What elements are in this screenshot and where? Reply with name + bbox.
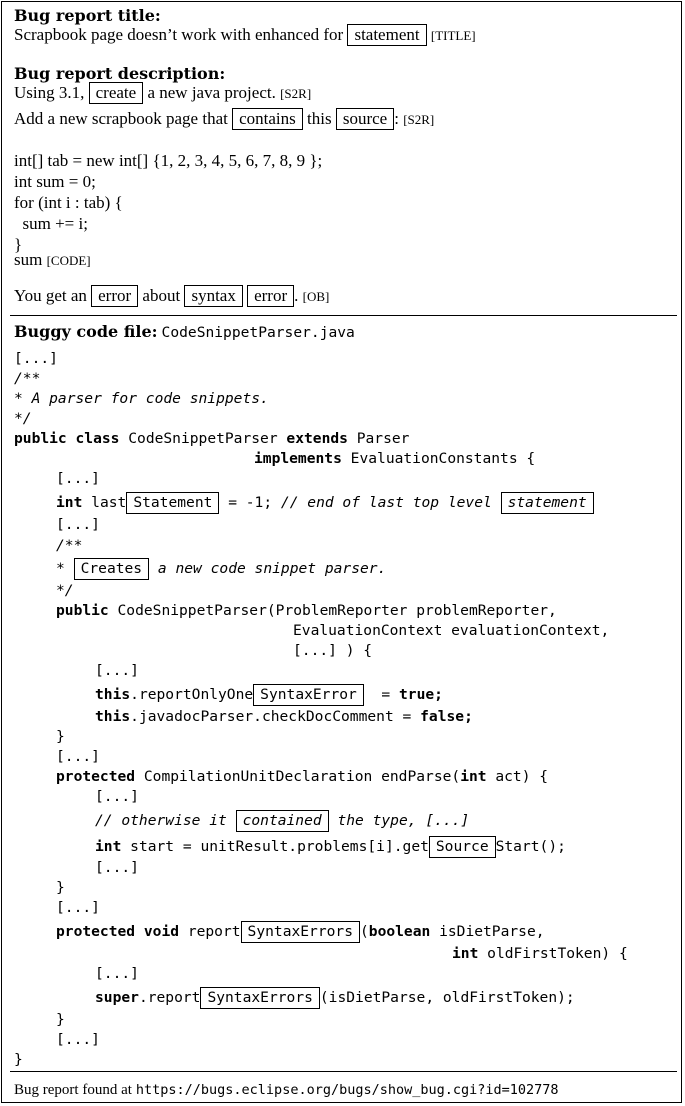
super-pre: .report xyxy=(138,989,201,1006)
title-tag: [TITLE] xyxy=(430,28,476,43)
s2r2-highlight-box-2: source xyxy=(336,108,394,130)
statement-highlight-box: Statement xyxy=(126,492,219,514)
ob-tag: [OB] xyxy=(302,289,330,304)
s2r2-tag: [S2R] xyxy=(403,112,435,127)
code-close-brace: } xyxy=(14,1051,23,1068)
code-ellipsis: [...] xyxy=(56,516,100,533)
kw-protected: protected xyxy=(56,923,136,940)
divider-bottom xyxy=(10,1071,677,1072)
interface-name: EvaluationConstants { xyxy=(350,450,536,467)
code-ellipsis: [...] xyxy=(56,470,100,487)
s2r2-text: Add a new scrapbook page that xyxy=(14,109,228,128)
report-pre: .reportOnlyOne xyxy=(130,686,254,703)
ob-highlight-box-1: error xyxy=(91,285,138,307)
s2r1-text: Using 3.1, xyxy=(14,83,85,102)
code-ellipsis: [...] xyxy=(95,662,139,679)
title-line xyxy=(14,24,476,46)
s2r1-tag: [S2R] xyxy=(280,86,312,101)
s2r-line-1 xyxy=(14,82,311,104)
code-ctor-2: EvaluationContext evaluationContext, xyxy=(293,622,610,639)
kw-super: super xyxy=(95,989,139,1006)
source-highlight-box: Source xyxy=(429,836,496,858)
code-otherwise xyxy=(95,810,469,832)
footer xyxy=(14,1081,559,1099)
code-ellipsis: [...] xyxy=(56,748,100,765)
code-super-call xyxy=(95,987,575,1009)
kw-extends: extends xyxy=(286,430,348,447)
kw-true: true xyxy=(399,686,435,703)
code-comment-open: /** xyxy=(14,370,41,387)
kw-public: public xyxy=(56,602,109,619)
report-code-line: sum += i; xyxy=(14,214,88,233)
code-comment-close: */ xyxy=(56,582,74,599)
semicolon: ; xyxy=(434,686,443,703)
code-tag: [CODE] xyxy=(46,253,91,268)
title-heading: Bug report title: xyxy=(14,6,161,25)
ob-highlight-box-2: syntax xyxy=(184,285,242,307)
code-ellipsis: [...] xyxy=(56,1031,100,1048)
buggy-file-name: CodeSnippetParser.java xyxy=(161,324,355,341)
rse-paren: ( xyxy=(359,923,369,940)
divider-top xyxy=(10,315,677,316)
ob-mid: about xyxy=(142,286,181,305)
contained-highlight-box: contained xyxy=(236,810,329,832)
code-comment-close: */ xyxy=(14,410,32,427)
title-highlight-box: statement xyxy=(347,24,426,46)
kw-int: int xyxy=(95,838,122,855)
kw-void: void xyxy=(143,923,180,940)
javadoc-stmt: .javadocParser.checkDocComment = xyxy=(130,708,412,725)
code-implements xyxy=(254,450,535,467)
code-ellipsis: [...] xyxy=(95,859,139,876)
last-comment: // end of last top level xyxy=(280,494,492,511)
end-parse-param: act) { xyxy=(495,768,549,785)
kw-this: this xyxy=(95,686,131,703)
semicolon: ; xyxy=(464,708,473,725)
rse-param: isDietParse, xyxy=(439,923,545,940)
ob-dot: . xyxy=(294,286,299,305)
kw-int: int xyxy=(452,945,479,962)
report-code-line: int sum = 0; xyxy=(14,172,96,191)
code-end-parse xyxy=(56,768,548,785)
start-pre: start = unitResult.problems[i].get xyxy=(130,838,429,855)
code-ellipsis: [...] xyxy=(14,350,58,367)
code-close-brace: } xyxy=(56,1011,65,1028)
old-token: oldFirstToken) { xyxy=(487,945,628,962)
class-name: CodeSnippetParser xyxy=(128,430,278,447)
code-ellipsis: [...] xyxy=(95,788,139,805)
kw-implements: implements xyxy=(254,450,342,467)
kw-public: public xyxy=(14,430,67,447)
s2r2-mid: this xyxy=(307,109,332,128)
report-eq: = xyxy=(381,686,391,703)
end-parse-signature: CompilationUnitDeclaration endParse( xyxy=(143,768,461,785)
ob-line xyxy=(14,285,329,307)
s2r1-post: a new java project. xyxy=(147,83,276,102)
description-heading: Bug report description: xyxy=(14,64,226,83)
code-comment-open: /** xyxy=(56,537,83,554)
code-old-token xyxy=(452,945,628,962)
syntax-error-highlight-box: SyntaxError xyxy=(253,684,364,706)
parent-class: Parser xyxy=(356,430,410,447)
otherwise-post: the type, [...] xyxy=(337,812,470,829)
code-creates-comment xyxy=(56,558,386,580)
footer-text: Bug report found at xyxy=(14,1082,132,1098)
ctor-signature: CodeSnippetParser(ProblemReporter problemReporter, xyxy=(117,602,557,619)
kw-false: false xyxy=(420,708,465,725)
comment-star: * xyxy=(56,560,65,577)
super-syntax-errors-highlight-box: SyntaxErrors xyxy=(200,987,319,1009)
creates-highlight-box: Creates xyxy=(74,558,150,580)
code-last-statement xyxy=(56,492,594,514)
title-text: Scrapbook page doesn’t work with enhanced for xyxy=(14,25,344,44)
last-post: = -1; xyxy=(228,494,273,511)
report-code-last xyxy=(14,250,91,270)
code-javadoc xyxy=(95,708,473,725)
footer-url: https://bugs.eclipse.org/bugs/show_bug.cgi?id=102778 xyxy=(135,1082,559,1098)
code-close-brace: } xyxy=(56,728,65,745)
rse-pre: report xyxy=(187,923,241,940)
figure-frame xyxy=(1,1,682,1103)
code-report-syntax-errors xyxy=(56,921,545,943)
code-ellipsis: [...] xyxy=(56,899,100,916)
report-code-block xyxy=(14,150,322,255)
code-close-brace: } xyxy=(56,879,65,896)
syntax-errors-highlight-box: SyntaxErrors xyxy=(241,921,360,943)
report-code-line: for (int i : tab) { xyxy=(14,193,123,212)
buggy-file-header xyxy=(14,322,355,342)
code-ctor-3: [...] ) { xyxy=(293,642,373,659)
s2r2-highlight-box-1: contains xyxy=(232,108,303,130)
ob-text: You get an xyxy=(14,286,87,305)
ob-highlight-box-3: error xyxy=(247,285,294,307)
super-post: (isDietParse, oldFirstToken); xyxy=(319,989,575,1006)
report-code-line: } xyxy=(14,235,23,254)
kw-protected: protected xyxy=(56,768,136,785)
start-post: Start(); xyxy=(495,838,566,855)
code-class-decl xyxy=(14,430,409,447)
s2r-line-2 xyxy=(14,108,434,130)
code-ctor xyxy=(56,602,557,619)
otherwise-pre: // otherwise it xyxy=(95,812,227,829)
code-ellipsis: [...] xyxy=(95,965,139,982)
code-last-text: sum xyxy=(14,250,43,269)
creates-post: a new code snippet parser. xyxy=(157,560,387,577)
kw-int: int xyxy=(460,768,487,785)
kw-boolean: boolean xyxy=(368,923,431,940)
s2r1-highlight-box: create xyxy=(89,82,144,104)
s2r2-colon: : xyxy=(394,109,399,128)
last-pre: last xyxy=(91,494,127,511)
buggy-file-heading: Buggy code file: xyxy=(14,322,158,341)
code-comment-parser: * A parser for code snippets. xyxy=(14,390,269,407)
kw-int: int xyxy=(56,494,83,511)
code-start xyxy=(95,836,566,858)
kw-class: class xyxy=(75,430,120,447)
report-code-line: int[] tab = new int[] {1, 2, 3, 4, 5, 6, 7, 8, 9 }; xyxy=(14,151,323,170)
statement-comment-highlight-box: statement xyxy=(501,492,594,514)
code-report-only-one xyxy=(95,684,443,706)
kw-this: this xyxy=(95,708,131,725)
